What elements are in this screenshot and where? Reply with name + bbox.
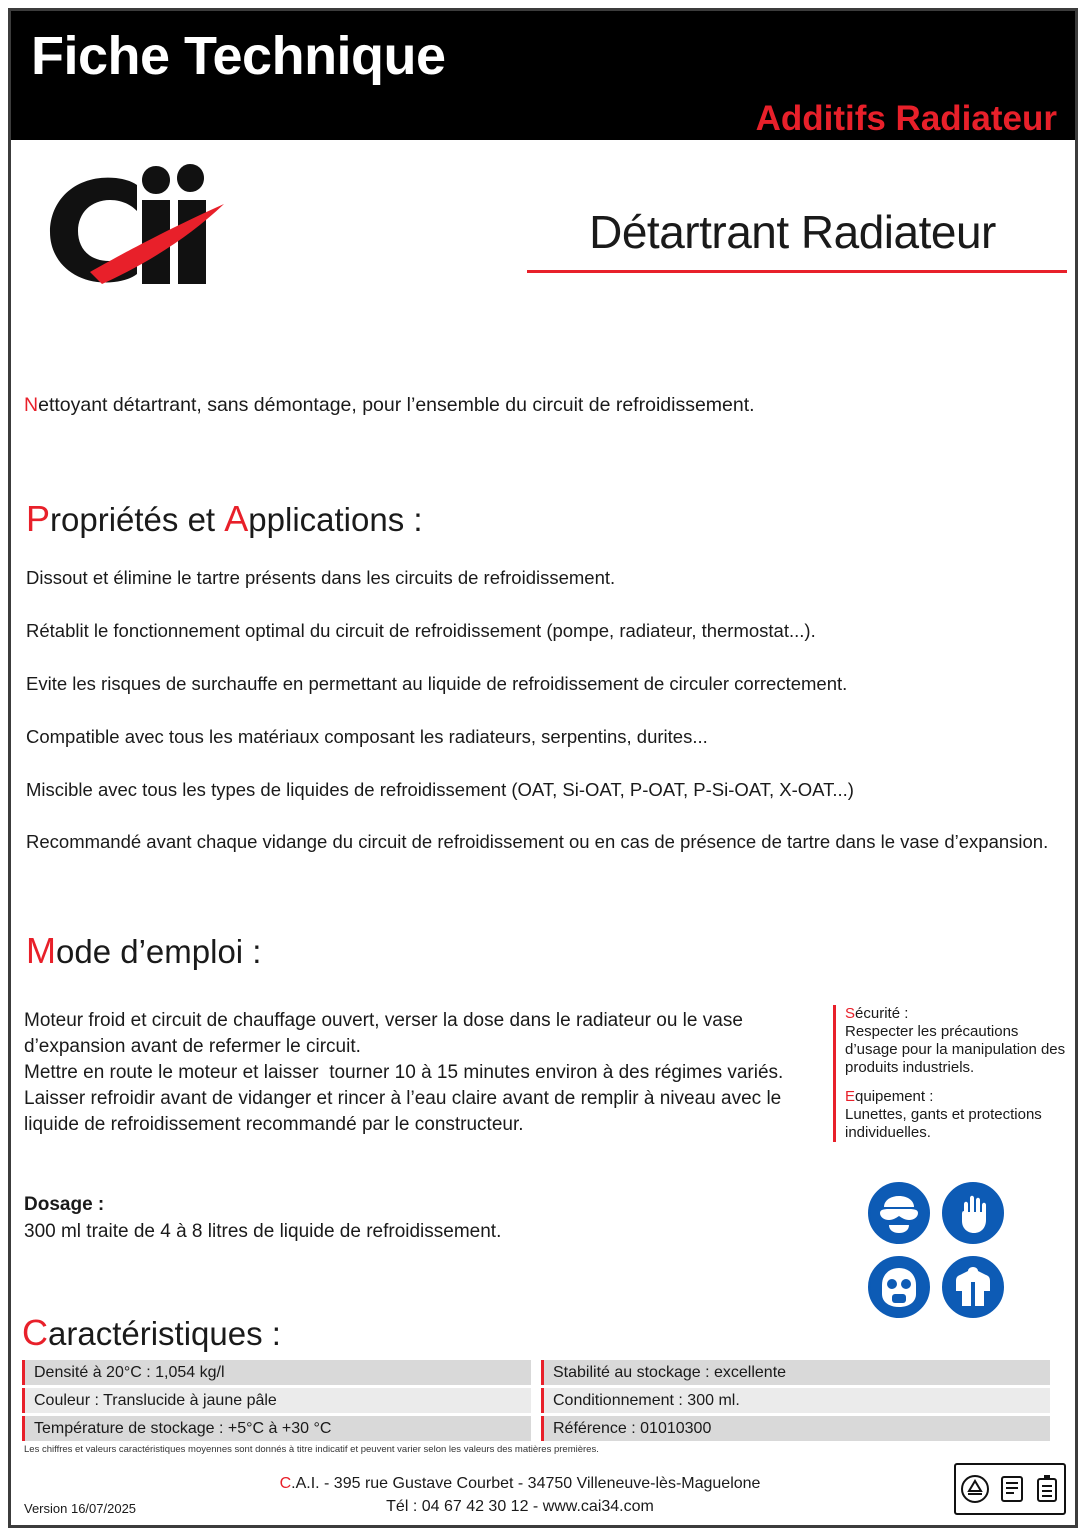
characteristics-heading: Caractéristiques :	[22, 1312, 281, 1353]
table-cell-right: Référence : 01010300	[541, 1416, 1050, 1441]
table-cell-left: Couleur : Translucide à jaune pâle	[22, 1388, 531, 1413]
characteristics-table	[22, 1360, 1050, 1441]
property-item: Recommandé avant chaque vidange du circuit de refroidissement ou en cas de présence de tartre dans le vase d’expansion.	[26, 831, 1049, 852]
properties-heading: Propriétés et Applications :	[26, 498, 423, 539]
mode-heading: Mode d’emploi :	[26, 930, 262, 971]
read-label-icon	[999, 1474, 1025, 1504]
dosage-block	[24, 1192, 724, 1245]
properties-heading-initial: P	[26, 498, 51, 539]
battery-disposal-icon	[1034, 1474, 1060, 1504]
cai-logo-icon	[38, 160, 238, 310]
footer-address: C.A.I. - 395 rue Gustave Courbet - 34750 Villeneuve-lès-Maguelone	[279, 1475, 761, 1492]
dosage-label: Dosage :	[24, 1194, 105, 1215]
properties-heading-initial-2: A	[224, 498, 249, 539]
property-item: Rétablit le fonctionnement optimal du circuit de refroidissement (pompe, radiateur, thermostat...).	[26, 620, 816, 641]
product-title-underline	[527, 270, 1067, 273]
header-subtitle: Additifs Radiateur	[755, 99, 1057, 138]
mode-line-3: Laisser refroidir avant de vidanger et rincer à l’eau claire avant de remplir à niveau avec le liquide de refroidissement recommandé par le constructeur.	[24, 1088, 782, 1136]
page-title: Fiche Technique	[31, 26, 446, 86]
cai-logo	[38, 160, 238, 310]
mode-line-1: Moteur froid et circuit de chauffage ouvert, verser la dose dans le radiateur ou le vase d’expansion avant de refermer le circuit.	[24, 1010, 743, 1058]
equipment-text: Lunettes, gants et protections individuelles.	[845, 1106, 1042, 1141]
dosage-value: 300 ml traite de 4 à 8 litres de liquide de refroidissement.	[24, 1220, 502, 1242]
protective-gloves-icon	[942, 1182, 1004, 1244]
security-label: Sécurité :	[845, 1005, 909, 1022]
safety-security	[845, 1005, 1068, 1077]
property-item: Evite les risques de surchauffe en permettant au liquide de refroidissement de circuler correctement.	[26, 673, 848, 694]
table-row	[22, 1388, 1050, 1413]
intro-initial: N	[24, 394, 39, 416]
property-item: Compatible avec tous les matériaux composant les radiateurs, serpentins, durites...	[26, 726, 708, 747]
safety-box	[833, 1005, 1068, 1142]
product-title: Détartrant Radiateur	[589, 206, 996, 258]
table-cell-right: Conditionnement : 300 ml.	[541, 1388, 1050, 1413]
pictogram-group	[868, 1182, 1016, 1320]
protective-clothing-icon	[942, 1256, 1004, 1318]
mode-body	[24, 1008, 814, 1138]
intro-rest: ettoyant détartrant, sans démontage, pour l’ensemble du circuit de refroidissement.	[38, 394, 755, 416]
table-cell-left: Densité à 20°C : 1,054 kg/l	[22, 1360, 531, 1385]
footer-icon-group	[954, 1463, 1066, 1515]
respirator-mask-icon	[868, 1256, 930, 1318]
table-cell-right: Stabilité au stockage : excellente	[541, 1360, 1050, 1385]
characteristics-heading-initial: C	[22, 1312, 48, 1353]
safety-equipment	[845, 1088, 1068, 1142]
table-row	[22, 1416, 1050, 1441]
property-item: Dissout et élimine le tartre présents dans les circuits de refroidissement.	[26, 567, 616, 588]
intro-text	[24, 394, 755, 417]
disclaimer-text: Les chiffres et valeurs caractéristiques moyennes sont donnés à titre indicatif et peuvent varier selon les valeurs des matières premières.	[24, 1444, 599, 1455]
recycle-icon	[960, 1474, 990, 1504]
mode-line-2: Mettre en route le moteur et laisser tourner 10 à 15 minutes environ à des régimes variés.	[24, 1062, 784, 1084]
table-row	[22, 1360, 1050, 1385]
equipment-label: Equipement :	[845, 1088, 934, 1105]
footer	[120, 1472, 920, 1518]
version-label: Version 16/07/2025	[24, 1501, 137, 1516]
safety-goggles-icon	[868, 1182, 930, 1244]
property-item: Miscible avec tous les types de liquides de refroidissement (OAT, Si-OAT, P-OAT, P-Si-OAT, X-OAT...)	[26, 779, 854, 800]
security-text: Respecter les précautions d’usage pour la manipulation des produits industriels.	[845, 1023, 1066, 1076]
footer-contact: Tél : 04 67 42 30 12 - www.cai34.com	[386, 1498, 654, 1516]
header-bar	[11, 11, 1075, 140]
mode-heading-initial: M	[26, 930, 56, 971]
table-cell-left: Température de stockage : +5°C à +30 °C	[22, 1416, 531, 1441]
